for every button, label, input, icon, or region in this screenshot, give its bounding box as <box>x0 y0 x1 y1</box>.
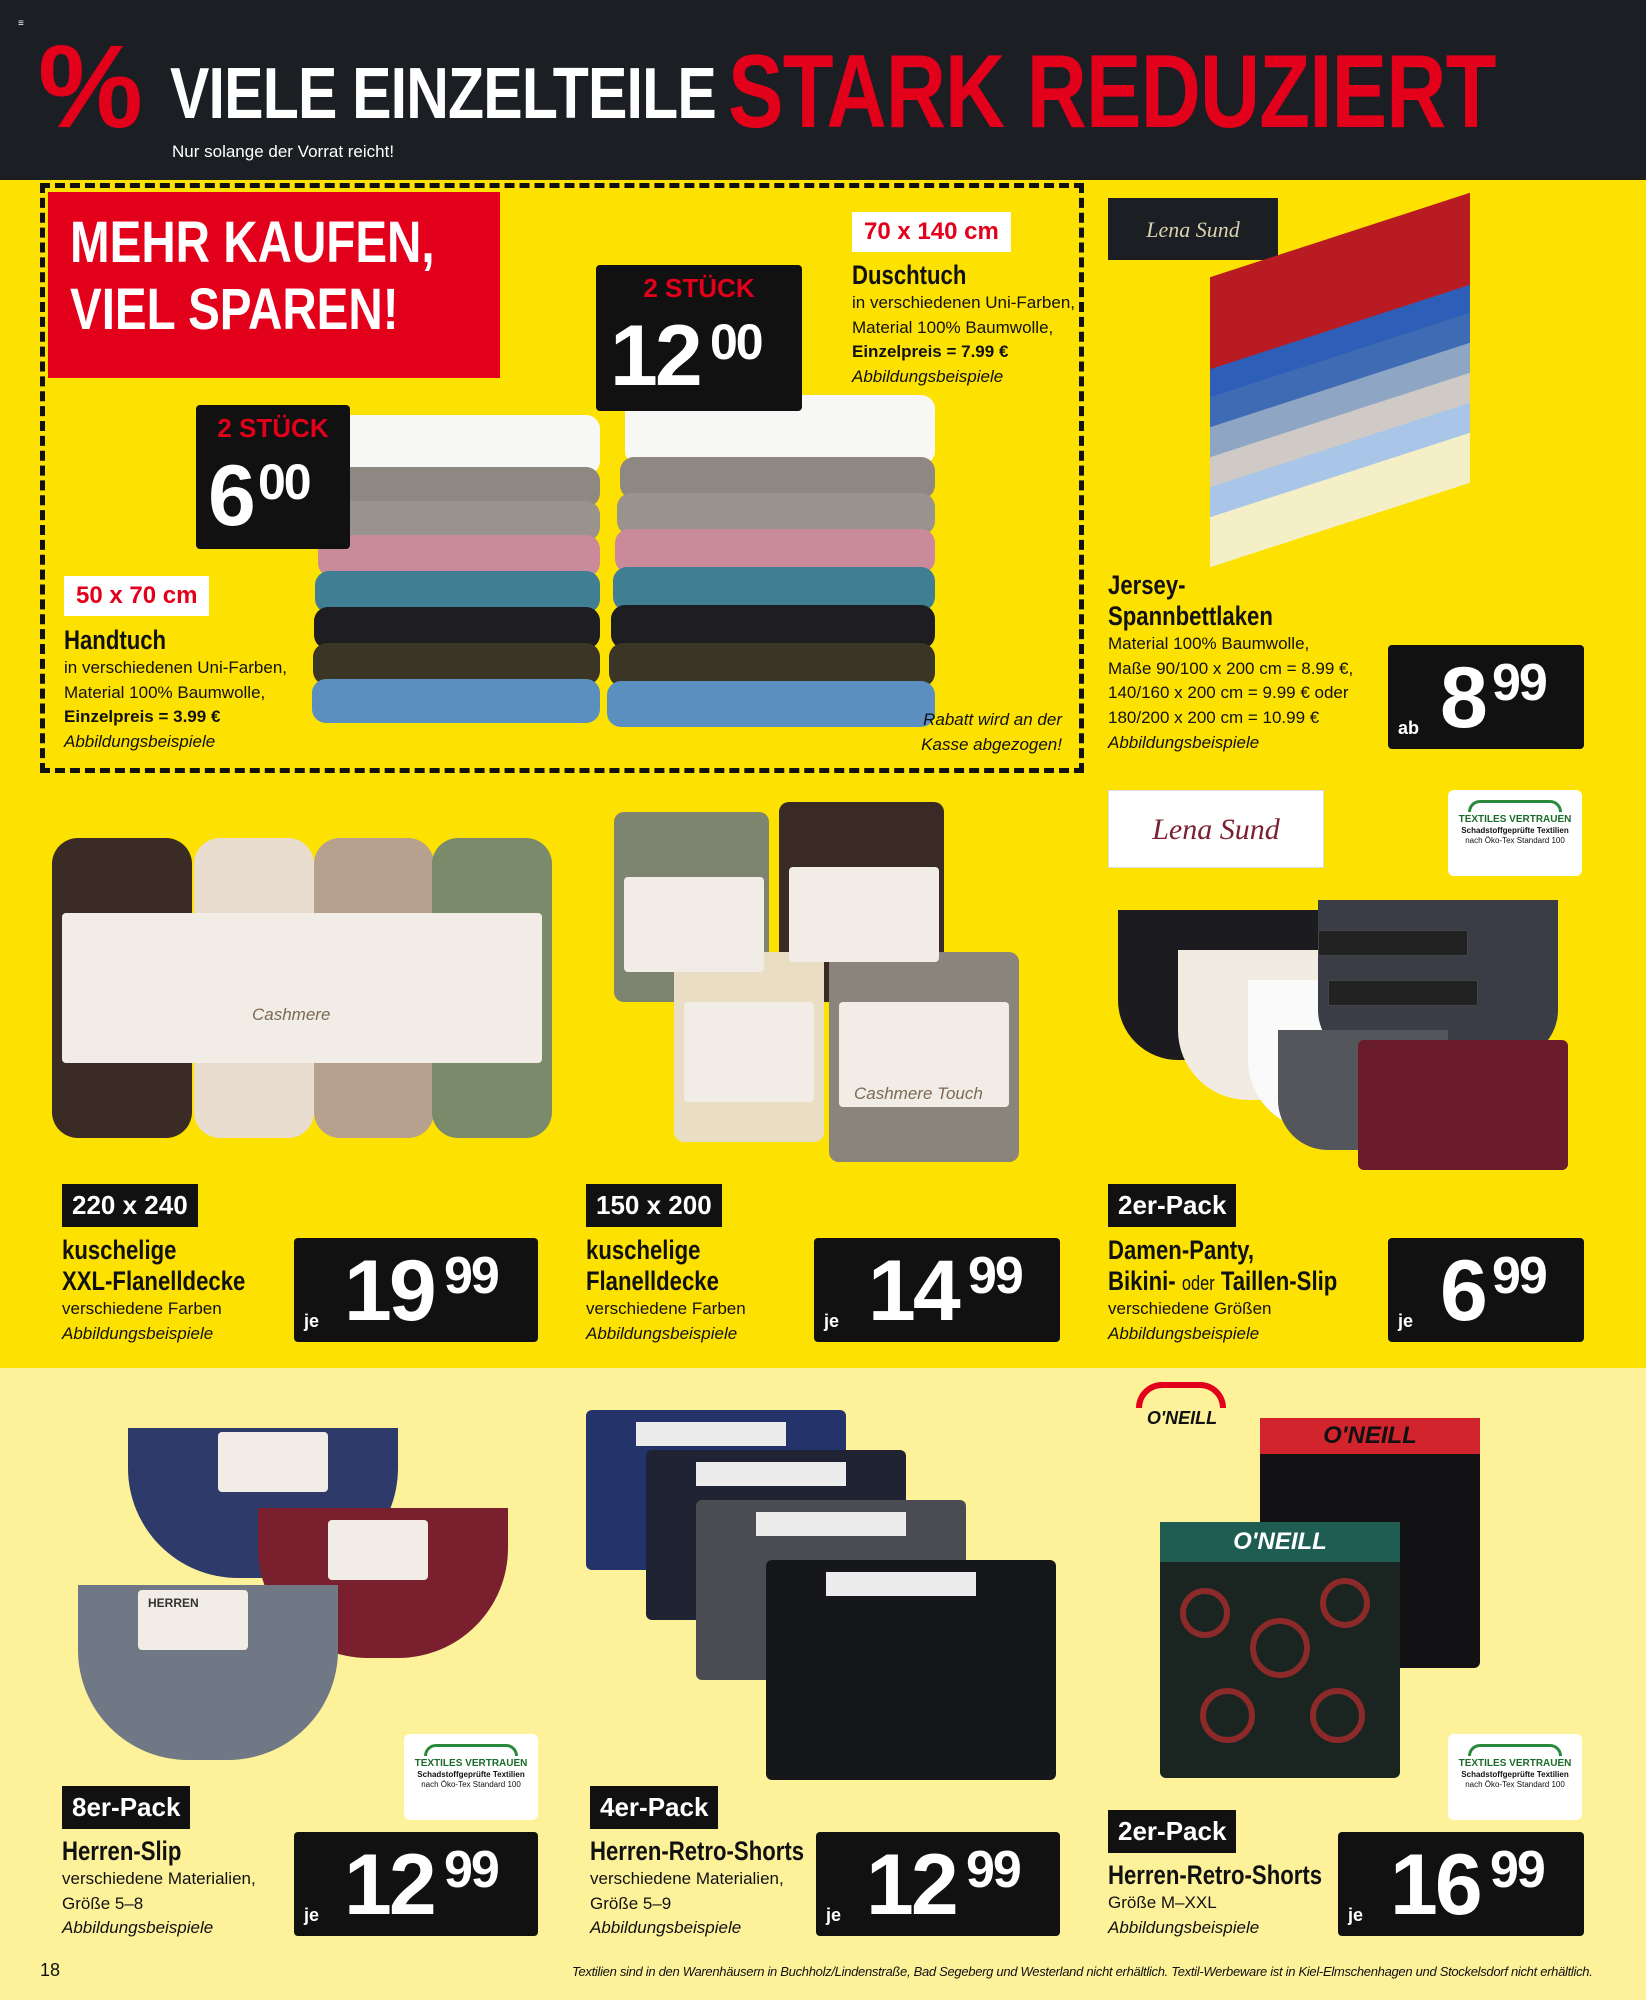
damen-panty-price-tag <box>1388 1238 1584 1342</box>
herren-retro-pack: 4er-Pack <box>590 1786 718 1829</box>
damen-panty-image <box>1118 890 1578 1190</box>
header-left-title: VIELE EINZELTEILE <box>170 54 716 134</box>
xxl-price-tag <box>294 1238 538 1342</box>
oneill-note: Abbildungsbeispiele <box>1108 1917 1260 1937</box>
spannbettlaken-line1: Material 100% Baumwolle, <box>1108 634 1310 654</box>
handtuch-price-dec: 00 <box>258 454 310 510</box>
damen-panty-price-prefix: je <box>1398 1311 1414 1331</box>
promo-banner-line1: MEHR KAUFEN, <box>70 210 435 275</box>
herren-slip-image <box>68 1420 518 1780</box>
spannbettlaken-note: Abbildungsbeispiele <box>1108 732 1260 752</box>
duschtuch-line2: Material 100% Baumwolle, <box>852 317 1054 337</box>
badge1-line2: nach Öko-Tex Standard 100 <box>1465 835 1565 845</box>
damen-panty-line1: verschiedene Größen <box>1108 1299 1272 1319</box>
flanelldecke-price-dec: 99 <box>968 1247 1022 1305</box>
herren-retro-note: Abbildungsbeispiele <box>590 1918 742 1938</box>
oneill-line1: Größe M–XXL <box>1108 1893 1217 1913</box>
handtuch-einzelpreis: Einzelpreis = 3.99 € <box>64 707 221 727</box>
footer-note: Textilien sind in den Warenhäusern in Buchholz/Lindenstraße, Bad Segeberg und Westerland nicht erhältlich. Textil-Werbeware ist in Kiel-Elmschenhagen und Stockelsdorf nicht erhältlich. <box>572 1964 1593 1979</box>
herren-slip-price-tag <box>294 1832 538 1936</box>
xxl-flanelldecke-image <box>52 838 552 1138</box>
herren-retro-price-dec: 99 <box>966 1841 1020 1899</box>
flanelldecke-info <box>586 1235 748 1346</box>
herren-retro-price-prefix: je <box>826 1905 842 1925</box>
damen-panty-note: Abbildungsbeispiele <box>1108 1323 1260 1343</box>
oeko-tex-badge-2 <box>404 1734 538 1820</box>
oeko-tex-badge-1 <box>1448 790 1582 876</box>
oneill-info <box>1108 1860 1369 1940</box>
damen-panty-title2 <box>1108 1266 1337 1297</box>
duschtuch-price-int: 12 <box>610 308 700 404</box>
duschtuch-tag-caption: 2 STÜCK <box>643 273 755 303</box>
oneill-price-dec: 99 <box>1490 1841 1544 1899</box>
handtuch-tag-caption: 2 STÜCK <box>217 413 329 443</box>
spannbettlaken-info <box>1108 570 1353 755</box>
damen-panty-title2b: oder <box>1181 1273 1215 1296</box>
duschtuch-title: Duschtuch <box>852 260 967 290</box>
flanelldecke-price-int: 14 <box>868 1243 958 1339</box>
duschtuch-image <box>605 395 955 735</box>
promo-banner-line2: VIEL SPAREN! <box>70 276 399 342</box>
duschtuch-note: Abbildungsbeispiele <box>852 366 1004 386</box>
oneill-waistband-red: O'NEILL <box>1260 1418 1480 1454</box>
herren-slip-title: Herren-Slip <box>62 1836 182 1866</box>
badge3-title: TEXTILES VERTRAUEN <box>1458 1758 1572 1769</box>
damen-panty-title2c: Taillen-Slip <box>1220 1266 1338 1297</box>
xxl-price-int: 19 <box>344 1243 434 1339</box>
spannbettlaken-price-dec: 99 <box>1492 654 1546 712</box>
header-subtitle: Nur solange der Vorrat reicht! <box>172 142 395 161</box>
xxl-price-prefix: je <box>304 1311 320 1331</box>
flanelldecke-image <box>614 802 1024 1162</box>
spannbettlaken-line3: 140/160 x 200 cm = 9.99 € oder <box>1108 683 1349 703</box>
badge2-line1: Schadstoffgeprüfte Textilien <box>417 1770 525 1779</box>
damen-panty-title1: Damen-Panty, <box>1108 1235 1254 1265</box>
lena-sund-logo: Lena Sund <box>1108 790 1324 868</box>
flanelldecke-size: 150 x 200 <box>586 1184 722 1227</box>
oneill-pack: 2er-Pack <box>1108 1810 1236 1853</box>
header-right-title: STARK REDUZIERT <box>728 34 1496 150</box>
badge2-title: TEXTILES VERTRAUEN <box>414 1758 528 1769</box>
handtuch-image <box>310 415 620 735</box>
badge3-line2: nach Öko-Tex Standard 100 <box>1465 1779 1565 1789</box>
damen-panty-price-dec: 99 <box>1492 1247 1546 1305</box>
damen-panty-pack: 2er-Pack <box>1108 1184 1236 1227</box>
xxl-title2: XXL-Flanelldecke <box>62 1266 246 1297</box>
spannbettlaken-title2: Spannbettlaken <box>1108 601 1273 632</box>
promo-banner <box>48 192 500 378</box>
rabatt-line1: Rabatt wird an der <box>923 710 1062 729</box>
herren-retro-info <box>590 1836 851 1941</box>
damen-panty-info <box>1108 1235 1388 1346</box>
flanelldecke-line1: verschiedene Farben <box>586 1299 746 1319</box>
handtuch-title: Handtuch <box>64 625 167 655</box>
oneill-waistband-green: O'NEILL <box>1160 1522 1400 1562</box>
duschtuch-size: 70 x 140 cm <box>852 212 1011 252</box>
percent-symbol: % <box>38 21 143 153</box>
oneill-price-prefix: je <box>1348 1905 1364 1925</box>
oneill-price-tag <box>1338 1832 1584 1936</box>
rabatt-note <box>900 708 1062 757</box>
xxl-note: Abbildungsbeispiele <box>62 1323 214 1343</box>
damen-panty-price-int: 6 <box>1440 1243 1485 1339</box>
oeko-tex-badge-3 <box>1448 1734 1582 1820</box>
herren-retro-line1: verschiedene Materialien, <box>590 1869 784 1889</box>
herren-retro-price-int: 12 <box>866 1837 956 1933</box>
duschtuch-line1: in verschiedenen Uni-Farben, <box>852 293 1076 313</box>
handtuch-line1: in verschiedenen Uni-Farben, <box>64 658 288 678</box>
xxl-size: 220 x 240 <box>62 1184 198 1227</box>
herren-slip-line1: verschiedene Materialien, <box>62 1869 256 1889</box>
herren-slip-info <box>62 1836 256 1941</box>
herren-slip-line2: Größe 5–8 <box>62 1893 144 1913</box>
herren-retro-title: Herren-Retro-Shorts <box>590 1836 805 1866</box>
oneill-image <box>1140 1418 1480 1798</box>
flanelldecke-label-text: Cashmere Touch <box>854 1084 983 1103</box>
xxl-title1: kuschelige <box>62 1235 177 1265</box>
damen-panty-title2a: Bikini- <box>1108 1266 1176 1297</box>
handtuch-size: 50 x 70 cm <box>64 576 209 616</box>
lena-sund-logo-dark: Lena Sund <box>1108 198 1278 260</box>
rabatt-line2: Kasse abgezogen! <box>921 734 1062 754</box>
herren-retro-line2: Größe 5–9 <box>590 1893 672 1913</box>
oneill-logo-text: O'NEILL <box>1146 1408 1218 1428</box>
spannbettlaken-price-tag <box>1388 645 1584 749</box>
herren-slip-price-int: 12 <box>344 1837 434 1933</box>
flanelldecke-price-tag <box>814 1238 1060 1342</box>
flanelldecke-price-prefix: je <box>824 1311 840 1331</box>
herren-slip-price-dec: 99 <box>444 1841 498 1899</box>
herren-slip-pack: 8er-Pack <box>62 1786 190 1829</box>
menu-icon: ≡ <box>18 18 24 29</box>
oneill-wave-icon <box>1136 1382 1226 1408</box>
flanelldecke-title2: Flanelldecke <box>586 1266 719 1297</box>
xxl-label-text: Cashmere <box>252 1005 331 1024</box>
duschtuch-price-tag <box>596 265 802 411</box>
duschtuch-price-dec: 00 <box>710 314 762 370</box>
spannbettlaken-price-int: 8 <box>1440 650 1485 746</box>
duschtuch-einzelpreis: Einzelpreis = 7.99 € <box>852 342 1009 362</box>
handtuch-info <box>64 625 287 755</box>
duschtuch-info <box>852 260 1075 390</box>
badge2-line2: nach Öko-Tex Standard 100 <box>421 1779 521 1789</box>
herren-retro-price-tag <box>816 1832 1060 1936</box>
herren-retro-image <box>586 1410 1066 1790</box>
handtuch-note: Abbildungsbeispiele <box>64 731 216 751</box>
flanelldecke-title1: kuschelige <box>586 1235 701 1265</box>
spannbettlaken-price-prefix: ab <box>1398 718 1420 738</box>
oneill-title: Herren-Retro-Shorts <box>1108 1860 1323 1890</box>
herren-slip-price-prefix: je <box>304 1905 320 1925</box>
xxl-info <box>62 1235 286 1346</box>
oneill-price-int: 16 <box>1390 1837 1480 1933</box>
spannbettlaken-line4: 180/200 x 200 cm = 10.99 € <box>1108 708 1320 728</box>
spannbettlaken-line2: Maße 90/100 x 200 cm = 8.99 €, <box>1108 658 1354 678</box>
handtuch-line2: Material 100% Baumwolle, <box>64 682 266 702</box>
handtuch-price-tag <box>196 405 350 549</box>
badge3-line1: Schadstoffgeprüfte Textilien <box>1461 1770 1569 1779</box>
spannbettlaken-title1: Jersey- <box>1108 570 1186 600</box>
herren-slip-pkg-label: HERREN <box>148 1596 199 1610</box>
spannbettlaken-image <box>1200 215 1480 615</box>
badge1-line1: Schadstoffgeprüfte Textilien <box>1461 826 1569 835</box>
xxl-line1: verschiedene Farben <box>62 1299 222 1319</box>
handtuch-price-int: 6 <box>208 448 253 544</box>
page-number: 18 <box>40 1960 61 1980</box>
flanelldecke-note: Abbildungsbeispiele <box>586 1323 738 1343</box>
herren-slip-note: Abbildungsbeispiele <box>62 1918 214 1938</box>
badge1-title: TEXTILES VERTRAUEN <box>1458 814 1572 825</box>
xxl-price-dec: 99 <box>444 1247 498 1305</box>
